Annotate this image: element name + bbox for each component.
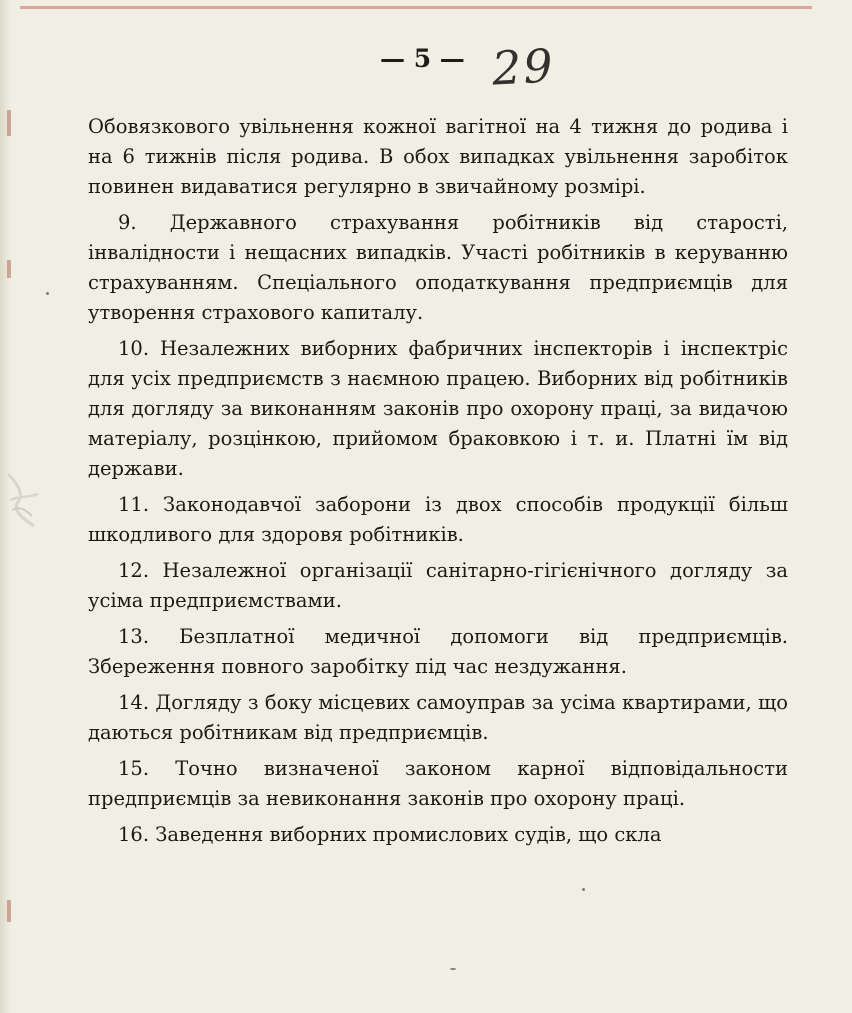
paper-speck (46, 292, 49, 295)
page-number: — 5 — (380, 44, 465, 73)
page-header (0, 38, 852, 102)
document-body (88, 112, 788, 856)
paper-speck (582, 888, 585, 891)
paragraph: 13. Безплатної медичної допомоги від предприємців. Збереження повного заробітку під час нездужання. (88, 625, 788, 678)
binding-stitch (7, 900, 11, 922)
handwritten-page-number: 29 (490, 38, 556, 96)
paragraph: Обовязкового увільнення кожної вагітної на 4 тижня до родива і на 6 тижнів після родива. В обох випадках увільнення заробіток повинен видаватися регулярно в звичайному розмірі. (88, 115, 788, 198)
paragraph: 10. Незалежних виборних фабричних інспекторів і інспектріс для усіх предприємств з наємною працею. Виборних від робітників для догляду за виконанням законів про охорону праці, за видачою матеріалу, розцінкою, прийомом браковкою і т. и. Платні їм від держави. (88, 337, 788, 480)
paragraph: 12. Незалежної організації санітарно-гігієнічного догляду за усіма предприємствами. (88, 559, 788, 612)
paragraph: 9. Державного страхування робітників від старості, інвалідности і нещасних випадків. Участі робітників в керуванню страхуванням. Спеціального оподаткування предприємців для утворення страхового капиталу. (88, 211, 788, 324)
paper-speck (450, 968, 456, 970)
paragraph: 16. Заведення виборних промислових судів, що скла (118, 823, 662, 846)
paragraph: 15. Точно визначеної законом карної відповідальности предприємців за невиконання законів про охорону праці. (88, 757, 788, 810)
paragraph: 11. Законодавчої заборони із двох способів продукції більш шкодливого для здоровя робітників. (88, 493, 788, 546)
binding-stitch (7, 110, 11, 136)
page-top-edge (20, 6, 812, 9)
binding-thread (4, 470, 40, 530)
paragraph: 14. Догляду з боку місцевих самоуправ за усіма квартирами, що даються робітникам від предприємців. (88, 691, 788, 744)
binding-stitch (7, 260, 11, 278)
